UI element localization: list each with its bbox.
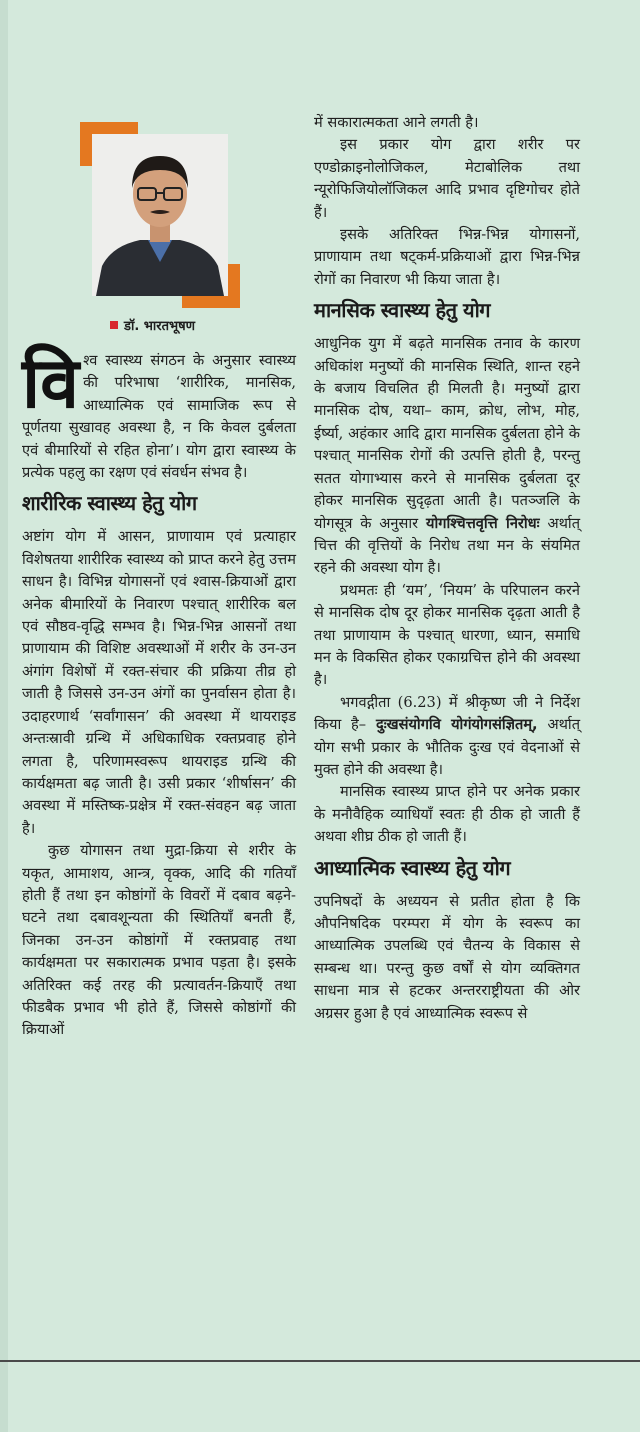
section-heading-mental: मानसिक स्वास्थ्य हेतु योग: [314, 298, 491, 323]
author-byline: [110, 316, 260, 334]
diseases-paragraph: इसके अतिरिक्त भिन्न-भिन्न योगासनों, प्राणायाम तथा षट्कर्म-प्रक्रियाओं द्वारा भिन्न-भिन्न रोगों का निवारण भी किया जाता है।: [314, 226, 580, 288]
left-column: [22, 342, 296, 1042]
author-portrait-icon: [92, 134, 228, 296]
mental-paragraph-4: मानसिक स्वास्थ्य प्राप्त होने पर अनेक प्रकार के मनौवैहिक व्याधियाँ स्वतः ही ठीक हो जाती हैं अथवा शीघ्र ठीक हो जाती हैं।: [314, 783, 580, 846]
intro-paragraph: [22, 342, 296, 484]
mental-paragraph-2: प्रथमतः ही ‘यम’, ‘नियम’ के परिपालन करने से मानसिक दोष दूर होकर मानसिक दृढ़ता आती है तथा प्राणायाम के पश्चात् धारणा, ध्यान, समाधि मन के विकसित होकर एकाग्रचित्त होने की अवस्था है।: [314, 581, 580, 689]
gita-text-a: भगवद्गीता (6.23) में श्रीकृष्ण जी ने निर्देश किया है–: [314, 693, 580, 734]
mental-text-a: आधुनिक युग में बढ़ते मानसिक तनाव के कारण अधिकांश मनुष्यों की मानसिक स्थिति, शान्त रहने के बजाय विचलित ही मिलती है। मनुष्यों द्वारा मानसिक दोष, यथा– काम, क्रोध, लोभ, मोह, ईर्ष्या, अहंकार आदि द्वारा मानसिक दुर्बलता होने के पश्चात् मानसिक रोगों की उत्पत्ति होती है, परन्तु सतत योगाभ्यास करने से मानसिक दुर्बलता दूर होकर मानसिक सुदृढ़ता आती है। पतञ्जलि के योगसूत्र के अनुसार: [314, 335, 580, 532]
author-photo-frame: [80, 122, 240, 308]
right-column: [314, 112, 580, 1025]
effects-paragraph: इस प्रकार योग द्वारा शरीर पर एण्डोक्राइनोलोजिकल, मेटाबोलिक तथा न्यूरोफिजियोलॉजिकल आदि प्रभाव दृष्टिगोचर होते हैं।: [314, 136, 580, 221]
continued-paragraph: में सकारात्मकता आने लगती है।: [314, 114, 479, 131]
intro-text: श्व स्वास्थ्य संगठन के अनुसार स्वास्थ्य की परिभाषा ‘शारीरिक, मानसिक, आध्यात्मिक एवं सामाजिक रूप से पूर्णतया सुखावह अवस्था है, न कि केवल दुर्बलता एवं बीमारियों से रहित होना’। योग द्वारा स्वास्थ्य के प्रत्येक पहलु का रक्षण एवं संवर्धन संभव है।: [22, 352, 296, 482]
page-left-edge: [0, 0, 8, 1432]
physical-paragraph-1: अष्टांग योग में आसन, प्राणायाम एवं प्रत्याहार विशेषतया शारीरिक स्वास्थ्य को प्राप्त करने हेतु उत्तम साधन है। विभिन्न योगासनों एवं श्वास-क्रियाओं द्वारा अनेक बीमारियों के निवारण पश्चात् शारीरिक बल एवं सौष्ठव-वृद्धि सम्भव है। भिन्न-भिन्न आसनों तथा प्राणायाम की विशिष्ट अवस्थाओं में शरीर के उन-उन अंगांग विशेषों में रक्त-संचार की प्रक्रिया तीव्र हो जाती है जिससे उन-उन अंगों का पुनर्वासन होता है। उदाहरणार्थ ‘सर्वांगासन’ की अवस्था में थायराइड अन्तःस्रावी ग्रन्थि में अधिकाधिक रक्तप्रवाह होने लगता है, परिणामस्वरूप थायराइड ग्रन्थि की कार्यक्षमता बढ़ जाती है। उसी प्रकार ‘शीर्षासन’ की अवस्था में मस्तिष्क-प्रक्षेत्र में रक्त-संवहन बढ़ जाता है।: [22, 528, 296, 837]
gita-quote: दुःखसंयोगवि योगंयोगसंज्ञितम्,: [375, 716, 538, 734]
author-name: डॉ. भारतभूषण: [124, 319, 196, 334]
section-heading-physical: शारीरिक स्वास्थ्य हेतु योग: [22, 491, 197, 516]
spiritual-paragraph-1: उपनिषदों के अध्ययन से प्रतीत होता है कि औपनिषदिक परम्परा में योग के स्वरूप का आध्यात्मिक उपलब्धि एवं चैतन्य के विकास से सम्बन्ध था। परन्तु कुछ वर्षों से योग व्यक्तिगत साधना मात्र से हटकर अन्तरराष्ट्रीयता की ओर अग्रसर हुआ है एवं आध्यात्मिक स्वरूप से: [314, 892, 580, 1022]
physical-paragraph-2: कुछ योगासन तथा मुद्रा-क्रिया से शरीर के यकृत, आमाशय, आन्त्र, वृक्क, आदि की गतियाँ होती हैं तथा इन कोष्ठांगों के विवरों में दबाव बढ़ने-घटने तथा दबावशून्यता की स्थितियाँ बनती हैं, जिनका उन-उन कोष्ठांगों में रक्तप्रवाह तथा कार्यक्षमता पर सकारात्मक प्रभाव पड़ता है। इसके अतिरिक्त कई तरह की प्रत्यावर्तन-क्रियाएँ तथा फीडबैक प्रभाव भी होते हैं, जिससे कोष्ठांगों की क्रियाओं: [22, 842, 296, 1039]
section-heading-spiritual: आध्यात्मिक स्वास्थ्य हेतु योग: [314, 855, 511, 880]
mental-paragraph-3: [314, 692, 580, 782]
gita-text-b: अर्थात् योग सभी प्रकार के भौतिक दुःख एवं वेदनाओं से मुक्त होने की अवस्था है।: [314, 716, 581, 778]
bullet-square-icon: [110, 321, 118, 329]
drop-cap: वि: [22, 342, 80, 424]
mental-paragraph-1: [314, 333, 580, 579]
yogasutra-quote: योगश्चित्तवृत्ति निरोधः: [425, 514, 540, 532]
mental-text-b: अर्थात् चित्त की वृत्तियों के निरोध तथा मन के संयमित रहने की अवस्था योग है।: [314, 514, 581, 577]
bottom-rule: [0, 1360, 640, 1362]
author-photo: [92, 134, 228, 296]
